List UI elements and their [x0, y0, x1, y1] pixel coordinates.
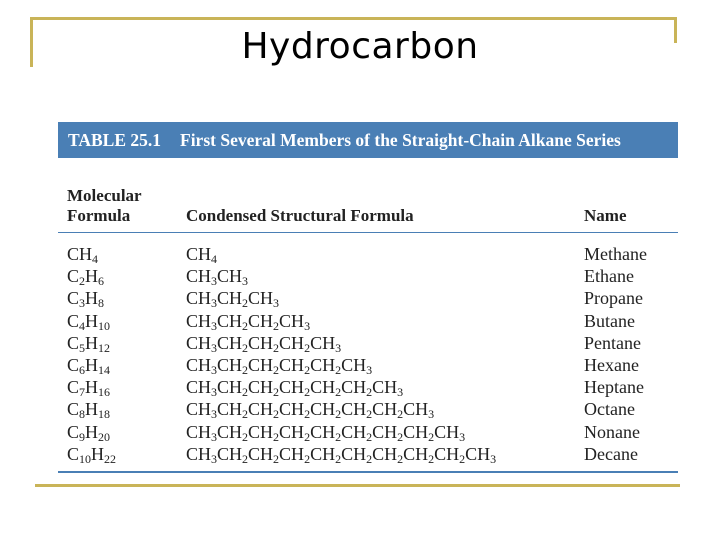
molecular-formula-cell: $C_7H_{16}$	[67, 377, 111, 400]
alkane-name-cell: Heptane	[584, 377, 644, 398]
table-row	[0, 310, 720, 332]
condensed-formula-cell: $CH_3CH_2CH_2CH_2CH_2CH_2CH_2CH_3$	[186, 399, 435, 422]
table-number: TABLE 25.1	[68, 130, 162, 150]
molecular-formula-cell: $C_5H_{12}$	[67, 332, 111, 355]
condensed-formula-cell: $CH_3CH_2CH_2CH_2CH_2CH_3$	[186, 354, 373, 377]
alkane-name-cell: Propane	[584, 288, 643, 309]
alkane-name-cell: Hexane	[584, 354, 639, 375]
alkane-name-cell: Decane	[584, 443, 638, 464]
table-row	[0, 287, 720, 309]
frame-line-top	[30, 17, 677, 20]
table-bottom-rule	[58, 471, 678, 473]
table-row	[0, 376, 720, 398]
molecular-formula-cell: $C_6H_{14}$	[67, 354, 111, 377]
table-row	[0, 421, 720, 443]
table-row	[0, 354, 720, 376]
table-caption: First Several Members of the Straight-Chain Alkane Series	[180, 130, 621, 150]
column-header-name: Name	[584, 206, 627, 225]
alkane-name-cell: Nonane	[584, 421, 640, 442]
condensed-formula-cell: $CH_3CH_2CH_2CH_2CH_2CH_2CH_3$	[186, 377, 404, 400]
column-header-molecular-line1: Molecular	[67, 186, 142, 205]
condensed-formula-cell: $CH_3CH_2CH_2CH_2CH_2CH_2CH_2CH_2CH_2CH_3$	[186, 443, 497, 466]
alkane-name-cell: Methane	[584, 244, 647, 264]
table-row	[0, 398, 720, 420]
header-divider	[58, 232, 678, 233]
molecular-formula-cell: $CH_4$	[67, 244, 99, 266]
frame-line-bottom	[35, 484, 680, 487]
condensed-formula-cell: $CH_3CH_2CH_2CH_3$	[186, 310, 311, 333]
table-row	[0, 332, 720, 354]
table-row	[0, 265, 720, 287]
alkane-name-cell: Butane	[584, 310, 635, 331]
alkane-name-cell: Ethane	[584, 266, 634, 287]
molecular-formula-cell: $C_8H_{18}$	[67, 399, 111, 422]
table-row	[0, 443, 720, 465]
alkane-name-cell: Pentane	[584, 332, 641, 353]
condensed-formula-cell: $CH_3CH_2CH_3$	[186, 288, 280, 311]
condensed-formula-cell: $CH_3CH_2CH_2CH_2CH_3$	[186, 332, 342, 355]
condensed-formula-cell: $CH_3CH_3$	[186, 266, 249, 289]
alkane-name-cell: Octane	[584, 399, 635, 420]
molecular-formula-cell: $C_2H_6$	[67, 266, 105, 289]
molecular-formula-cell: $C_9H_{20}$	[67, 421, 111, 444]
condensed-formula-cell: $CH_4$	[186, 244, 218, 266]
table-body	[0, 243, 720, 465]
condensed-formula-cell: $CH_3CH_2CH_2CH_2CH_2CH_2CH_2CH_2CH_3$	[186, 421, 466, 444]
slide-title: Hydrocarbon	[241, 26, 479, 67]
table-caption-bar	[58, 122, 678, 158]
column-header-condensed: Condensed Structural Formula	[186, 206, 414, 225]
molecular-formula-cell: $C_4H_{10}$	[67, 310, 111, 333]
table-row	[0, 243, 720, 265]
molecular-formula-cell: $C_{10}H_{22}$	[67, 443, 117, 466]
column-header-molecular-line2: Formula	[67, 206, 131, 225]
molecular-formula-cell: $C_3H_8$	[67, 288, 105, 311]
